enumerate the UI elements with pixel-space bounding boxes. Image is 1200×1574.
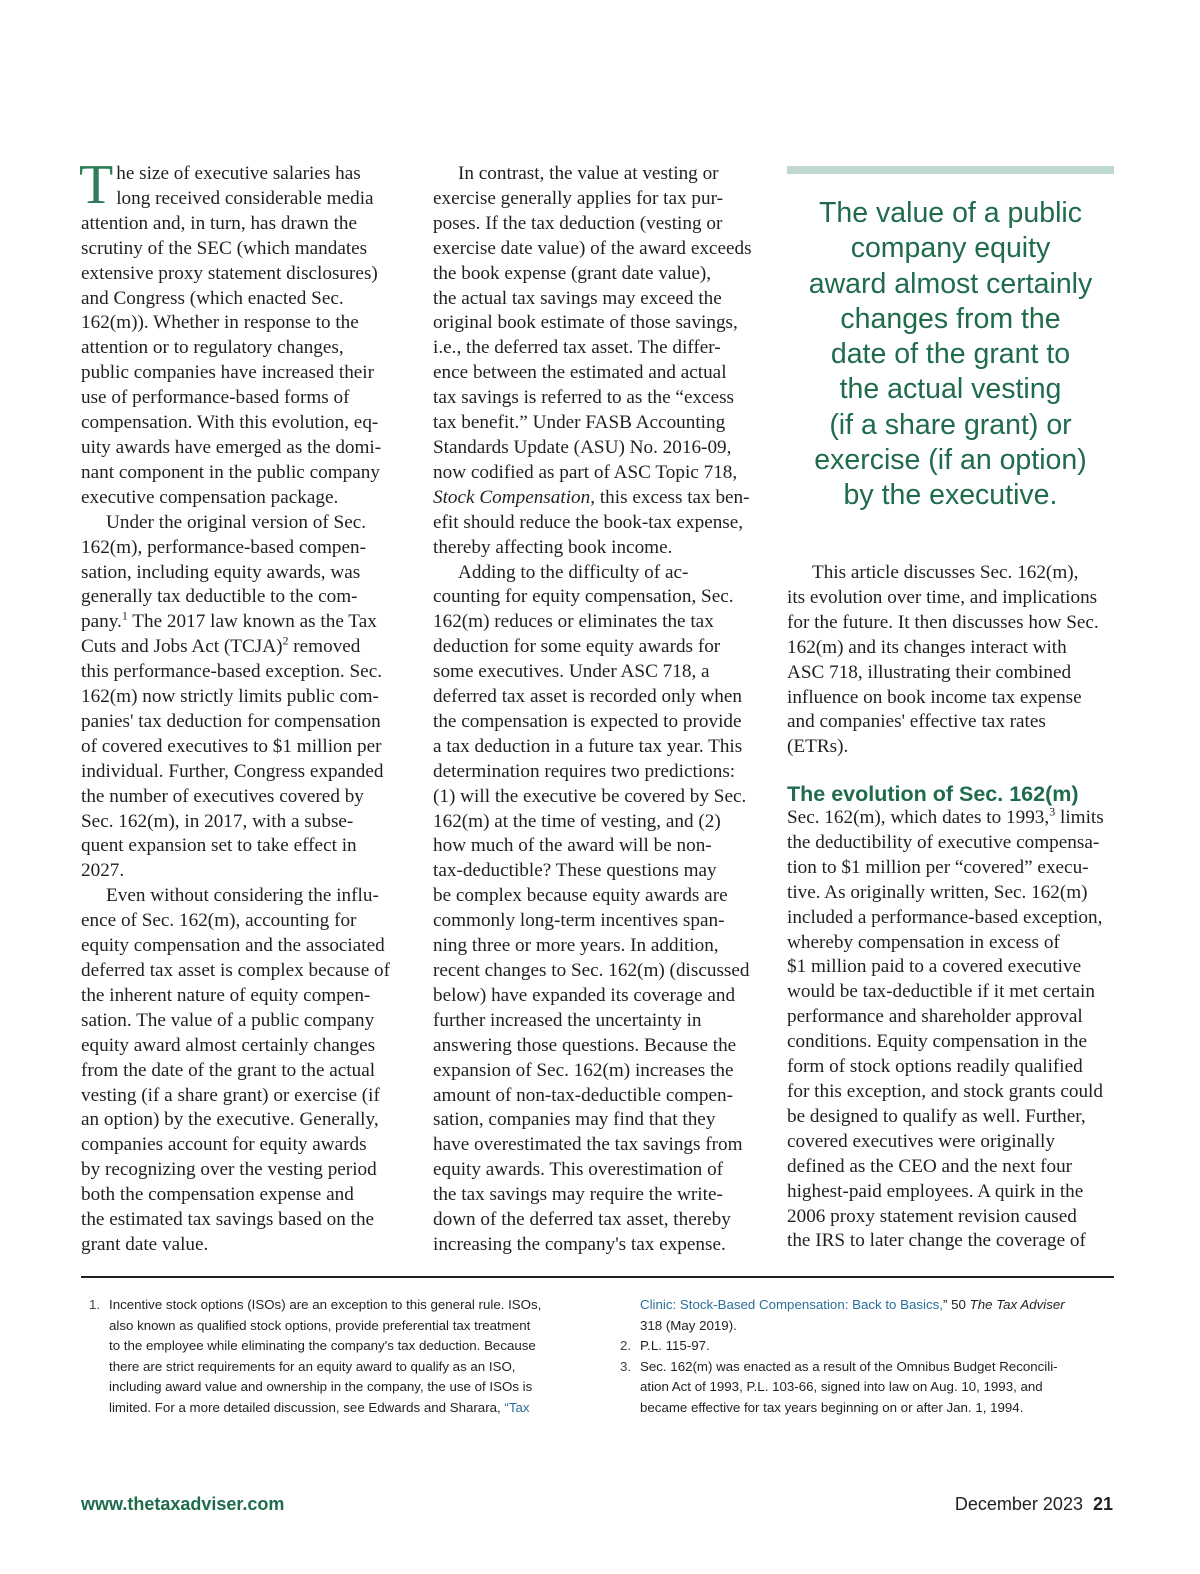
pullquote-line: exercise (if an option) xyxy=(814,444,1087,477)
text-line: deferred tax asset is recorded only when xyxy=(433,686,743,708)
text-line: nant component in the public company xyxy=(81,461,380,483)
footnote-number: 2. xyxy=(620,1338,632,1354)
text-line: now codified as part of ASC Topic 718, xyxy=(433,461,738,483)
text-line: compensation. With this evolution, eq- xyxy=(81,412,379,434)
paragraph-intro xyxy=(79,154,401,511)
text-line: 162(m)). Whether in response to the xyxy=(81,312,359,334)
paragraph-evolution xyxy=(787,806,1117,1254)
text-line: equity awards. This overestimation of xyxy=(433,1159,724,1181)
text-line: executive compensation package. xyxy=(81,486,339,508)
text-line: included a performance-based exception, xyxy=(787,906,1103,928)
text-line: use of performance-based forms of xyxy=(81,387,350,409)
text-line: counting for equity compensation, Sec. xyxy=(433,586,734,608)
text-line: highest-paid employees. A quirk in the xyxy=(787,1180,1084,1202)
text-line: ASC 718, illustrating their combined xyxy=(787,661,1072,683)
text-line: sation. The value of a public company xyxy=(81,1009,375,1031)
text-line: commonly long-term incentives span- xyxy=(433,910,725,932)
text-line: long received considerable media xyxy=(116,187,374,209)
text-line: the estimated tax savings based on the xyxy=(81,1209,375,1231)
footnote-line: there are strict requirements for an equity award to qualify as an ISO, xyxy=(109,1358,516,1374)
text-line: individual. Further, Congress expanded xyxy=(81,760,384,782)
text-line: answering those questions. Because the xyxy=(433,1034,737,1056)
text-line: i.e., the deferred tax asset. The differ- xyxy=(433,337,721,359)
footnote-number: 1. xyxy=(89,1297,101,1312)
drop-cap: T xyxy=(79,154,114,216)
text-line: Sec. 162(m), in 2017, with a subse- xyxy=(81,810,354,832)
text-line: grant date value. xyxy=(81,1233,209,1255)
paragraph-even-without xyxy=(81,884,401,1258)
text-line: further increased the uncertainty in xyxy=(433,1009,702,1031)
text-line: conditions. Equity compensation in the xyxy=(787,1031,1088,1053)
text-line: down of the deferred tax asset, thereby xyxy=(433,1209,731,1231)
text-line: tax benefit.” Under FASB Accounting xyxy=(433,412,726,434)
footnote-line: Clinic: Stock-Based Compensation: Back to Basics,” 50 The Tax Adviser xyxy=(640,1297,1065,1312)
text-line: Under the original version of Sec. xyxy=(106,511,367,533)
paragraph-original-version xyxy=(81,511,401,885)
article-column-1 xyxy=(79,154,401,1258)
footnotes-right xyxy=(612,1295,1112,1419)
text-line: the compensation is expected to provide xyxy=(433,710,742,732)
text-line: Adding to the difficulty of ac- xyxy=(458,561,689,583)
footnote-link[interactable]: Clinic: Stock-Based Compensation: Back to Basics, xyxy=(640,1297,944,1312)
text-line: exercise generally applies for tax pur- xyxy=(433,187,723,209)
text-line: original book estimate of those savings, xyxy=(433,312,738,334)
paragraph-adding-difficulty xyxy=(433,561,760,1258)
text-line: ence of Sec. 162(m), accounting for xyxy=(81,910,357,932)
text-line: and companies' effective tax rates xyxy=(787,711,1046,733)
text-line: this performance-based exception. Sec. xyxy=(81,661,383,683)
footnote-line: Sec. 162(m) was enacted as a result of the Omnibus Budget Reconcili- xyxy=(640,1358,1058,1374)
text-line: both the compensation expense and xyxy=(81,1184,354,1206)
text-line: the number of executives covered by xyxy=(81,785,364,807)
text-line: Standards Update (ASU) No. 2016-09, xyxy=(433,436,732,458)
footnote-link[interactable]: “Tax xyxy=(504,1399,530,1415)
text-line: extensive proxy statement disclosures) xyxy=(81,262,378,284)
text-line: generally tax deductible to the com- xyxy=(81,586,358,608)
footer-issue xyxy=(955,1492,1113,1516)
text-line: This article discusses Sec. 162(m), xyxy=(812,562,1079,583)
text-line: public companies have increased their xyxy=(81,362,375,384)
pullquote-line: award almost certainly xyxy=(808,267,1093,300)
text-line: tive. As originally written, Sec. 162(m) xyxy=(787,881,1088,903)
footnote-line: ation Act of 1993, P.L. 103-66, signed into law on Aug. 10, 1993, and xyxy=(640,1379,1043,1395)
paragraph-in-contrast xyxy=(433,162,760,561)
text-line: Even without considering the influ- xyxy=(106,885,379,907)
text-line: 2027. xyxy=(81,860,125,882)
text-line: tax savings is referred to as the “excess xyxy=(433,387,735,409)
text-line: determination requires two predictions: xyxy=(433,760,736,782)
text-line: of covered executives to $1 million per xyxy=(81,735,382,757)
pullquote-line: company equity xyxy=(850,232,1051,265)
footnote-number: 3. xyxy=(620,1358,632,1374)
text-line: and Congress (which enacted Sec. xyxy=(81,287,344,309)
footnote-line: also known as qualified stock options, provide preferential tax treatment xyxy=(109,1317,531,1333)
text-line: increasing the company's tax expense. xyxy=(433,1233,726,1255)
text-line: form of stock options readily qualified xyxy=(787,1056,1083,1078)
text-line: expansion of Sec. 162(m) increases the xyxy=(433,1059,734,1081)
text-line: below) have expanded its coverage and xyxy=(433,984,736,1006)
text-line: ence between the estimated and actual xyxy=(433,362,727,384)
text-line: influence on book income tax expense xyxy=(787,686,1082,708)
pullquote-line: by the executive. xyxy=(843,479,1058,512)
text-line: 162(m) reduces or eliminates the tax xyxy=(433,611,714,633)
text-line: whereby compensation in excess of xyxy=(787,931,1060,953)
text-line: the actual tax savings may exceed the xyxy=(433,287,722,309)
pullquote-bar xyxy=(787,166,1114,174)
pullquote-line: changes from the xyxy=(840,302,1061,335)
text-line: 162(m) and its changes interact with xyxy=(787,636,1067,658)
text-line: Stock Compensation, this excess tax ben- xyxy=(433,486,750,508)
text-line: equity compensation and the associated xyxy=(81,935,385,957)
pullquote xyxy=(787,196,1114,514)
text-line: pany.$^1$ The 2017 law known as the Tax xyxy=(81,608,377,633)
text-line: 162(m), performance-based compen- xyxy=(81,536,367,558)
text-line: sation, companies may find that they xyxy=(433,1109,716,1131)
text-line: he size of executive salaries has xyxy=(116,163,361,184)
text-line: the inherent nature of equity compen- xyxy=(81,984,371,1006)
text-line: have overestimated the tax savings from xyxy=(433,1134,743,1156)
text-line: by recognizing over the vesting period xyxy=(81,1159,377,1181)
text-line: for this exception, and stock grants could xyxy=(787,1080,1103,1102)
issue-date: December 2023 xyxy=(954,1494,1083,1514)
footnote-ref-3[interactable]: 3 xyxy=(1049,804,1056,819)
text-line: some executives. Under ASC 718, a xyxy=(433,661,710,683)
footnote-3 xyxy=(612,1357,1112,1419)
footnote-line: to the employee while eliminating the company's tax deduction. Because xyxy=(109,1338,536,1354)
text-line: vesting (if a share grant) or exercise (if xyxy=(81,1084,380,1106)
text-line: be complex because equity awards are xyxy=(433,885,728,907)
article-column-2 xyxy=(433,162,760,1258)
text-line: tax-deductible? These questions may xyxy=(433,860,717,882)
footnote-line: limited. For a more detailed discussion, see Edwards and Sharara, “Tax xyxy=(109,1399,530,1415)
footnote-2 xyxy=(612,1336,1112,1357)
text-line: deferred tax asset is complex because of xyxy=(81,960,390,981)
text-line: an option) by the executive. Generally, xyxy=(81,1109,379,1131)
text-line: panies' tax deduction for compensation xyxy=(81,710,381,732)
text-line: thereby affecting book income. xyxy=(433,536,673,558)
footnote-line: Incentive stock options (ISOs) are an exception to this general rule. ISOs, xyxy=(109,1297,542,1312)
footnote-ref-1[interactable]: 1 xyxy=(121,608,128,623)
text-line: (1) will the executive be covered by Sec. xyxy=(433,785,747,807)
pullquote-line: (if a share grant) or xyxy=(829,408,1072,441)
footnote-line: became effective for tax years beginning on or after Jan. 1, 1994. xyxy=(640,1399,1024,1415)
pullquote-line: date of the grant to xyxy=(830,338,1071,371)
text-line: Sec. 162(m), which dates to 1993,$^3$ limits xyxy=(787,804,1104,828)
footnote-1 xyxy=(81,1295,581,1419)
section-heading: The evolution of Sec. 162(m) xyxy=(787,782,1079,806)
footnote-line: including award value and ownership in the company, the use of ISOs is xyxy=(109,1379,533,1395)
text-line: In contrast, the value at vesting or xyxy=(458,163,719,184)
text-line: attention or to regulatory changes, xyxy=(81,337,344,359)
text-line: $1 million paid to a covered executive xyxy=(787,956,1082,978)
text-line: efit should reduce the book-tax expense, xyxy=(433,511,744,533)
text-line: 162(m) at the time of vesting, and (2) xyxy=(433,810,721,832)
text-line: would be tax-deductible if it met certain xyxy=(787,981,1095,1003)
text-line: from the date of the grant to the actual xyxy=(81,1059,376,1081)
text-line: how much of the award will be non- xyxy=(433,835,712,857)
paragraph-this-article xyxy=(787,561,1117,760)
footnotes-left xyxy=(81,1295,581,1419)
text-line: the deductibility of executive compensa- xyxy=(787,831,1100,853)
page-number: 21 xyxy=(1092,1494,1113,1514)
text-line: uity awards have emerged as the domi- xyxy=(81,436,382,458)
text-line: a tax deduction in a future tax year. This xyxy=(433,735,743,757)
text-line: for the future. It then discusses how Sec. xyxy=(787,611,1099,633)
footnote-line: P.L. 115-97. xyxy=(640,1338,710,1354)
pullquote-line: The value of a public xyxy=(819,197,1082,229)
text-line: companies account for equity awards xyxy=(81,1134,367,1156)
italic-title: Stock Compensation xyxy=(433,486,591,508)
text-line: scrutiny of the SEC (which mandates xyxy=(81,237,368,259)
footer-website-link[interactable]: www.thetaxadviser.com xyxy=(81,1494,285,1514)
text-line: ning three or more years. In addition, xyxy=(433,935,719,957)
text-line: attention and, in turn, has drawn the xyxy=(81,212,358,234)
pullquote-line: the actual vesting xyxy=(839,373,1062,406)
text-line: defined as the CEO and the next four xyxy=(787,1155,1073,1177)
text-line: 2006 proxy statement revision caused xyxy=(787,1205,1077,1227)
text-line: 162(m) now strictly limits public com- xyxy=(81,686,379,708)
text-line: covered executives were originally xyxy=(787,1130,1055,1152)
footnote-line: 318 (May 2019). xyxy=(640,1317,737,1333)
text-line: performance and shareholder approval xyxy=(787,1006,1083,1028)
text-line: recent changes to Sec. 162(m) (discussed xyxy=(433,960,750,981)
text-line: the tax savings may require the write- xyxy=(433,1184,723,1206)
footnote-ref-2[interactable]: 2 xyxy=(282,633,289,648)
text-line: amount of non-tax-deductible compen- xyxy=(433,1084,733,1106)
text-line: be designed to qualify as well. Further, xyxy=(787,1105,1086,1127)
text-line: (ETRs). xyxy=(787,736,849,758)
footnote-1-continued xyxy=(612,1295,1112,1336)
text-line: deduction for some equity awards for xyxy=(433,636,721,658)
text-line: sation, including equity awards, was xyxy=(81,561,361,583)
footnote-divider xyxy=(81,1276,1114,1278)
text-line: Cuts and Jobs Act (TCJA)$^2$ removed xyxy=(81,633,361,658)
text-line: quent expansion set to take effect in xyxy=(81,835,357,857)
text-line: equity award almost certainly changes xyxy=(81,1034,376,1056)
text-line: the IRS to later change the coverage of xyxy=(787,1230,1086,1252)
text-line: exercise date value) of the award exceeds xyxy=(433,237,752,259)
text-line: poses. If the tax deduction (vesting or xyxy=(433,212,723,234)
text-line: the book expense (grant date value), xyxy=(433,262,712,284)
text-line: tion to $1 million per “covered” execu- xyxy=(787,856,1089,878)
text-line: its evolution over time, and implications xyxy=(787,586,1098,608)
